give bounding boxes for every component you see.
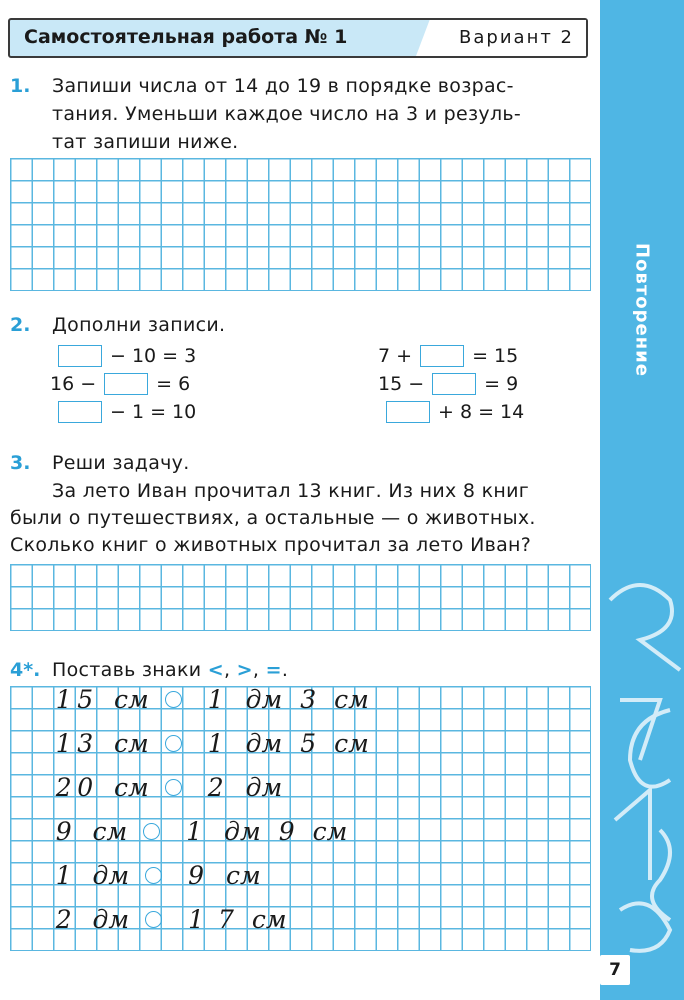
comparison-row-6: [53, 906, 287, 932]
side-tab-label: Повторение: [631, 243, 653, 377]
digit: 7: [217, 904, 234, 934]
blank-box[interactable]: [104, 373, 148, 395]
answer-grid-1[interactable]: [10, 158, 591, 291]
equation-after: = 15: [472, 345, 519, 367]
unit: дм: [224, 816, 261, 846]
equation-left-1: [50, 343, 196, 369]
task-1-line-3: тат запиши ниже.: [52, 131, 239, 153]
variant-label: Вариант 2: [459, 27, 574, 48]
equation-after: − 1 = 10: [110, 401, 197, 423]
unit: см: [114, 684, 149, 714]
equation-before: 16 −: [50, 373, 97, 395]
unit: дм: [245, 728, 283, 758]
comparison-row-3: [53, 774, 282, 800]
equation-right-2: [378, 371, 518, 397]
task-3-line-3: Сколько книг о животных прочитал за лето Иван?: [10, 534, 532, 556]
task-4-instruction: Поставь знаки: [52, 659, 202, 681]
equation-left-2: [50, 371, 190, 397]
task-1-line-1: Запиши числа от 14 до 19 в порядке возрас-: [52, 75, 514, 97]
task-4-number: 4*.: [10, 659, 41, 681]
digit: 5: [77, 684, 94, 714]
sign-circle[interactable]: [165, 779, 182, 796]
comparison-row-5: [53, 862, 261, 888]
digit: 1: [55, 860, 72, 890]
task-4-instruction-line: Поставь знаки <, >, =.: [52, 659, 289, 681]
sign-circle[interactable]: [145, 911, 162, 928]
task-2-instruction: Дополни записи.: [52, 314, 226, 336]
equation-after: = 9: [484, 373, 519, 395]
side-tab: [600, 0, 684, 1000]
digit: 9: [55, 816, 72, 846]
digit: 1: [186, 816, 203, 846]
unit: см: [114, 772, 149, 802]
comparison-row-4: [53, 818, 347, 844]
task-1-line-2: тания. Уменьши каждое число на 3 и резуль-: [52, 103, 522, 125]
comparison-row-2: [53, 730, 369, 756]
blank-box[interactable]: [58, 345, 102, 367]
digit: 1: [188, 904, 204, 934]
unit: см: [114, 728, 149, 758]
sign-greater: >: [236, 659, 253, 681]
comparison-row-1: [53, 686, 369, 712]
unit: дм: [245, 772, 283, 802]
digit: 0: [77, 772, 94, 802]
task-3-instruction: Реши задачу.: [52, 452, 190, 474]
sign-circle[interactable]: [165, 691, 182, 708]
task-3-number: 3.: [10, 452, 31, 474]
digit: 2: [207, 772, 224, 802]
task-3-line-2: были о путешествиях, а остальные — о животных.: [10, 507, 536, 529]
task-3-line-1: За лето Иван прочитал 13 книг. Из них 8 книг: [52, 480, 530, 502]
digit: 1: [55, 684, 72, 714]
unit: дм: [245, 684, 283, 714]
digit: 9: [278, 816, 295, 846]
unit: см: [225, 860, 261, 890]
task-1-number: 1.: [10, 75, 31, 97]
digit: 9: [188, 860, 204, 890]
equation-after: + 8 = 14: [438, 401, 525, 423]
unit: см: [312, 816, 348, 846]
page-title: Самостоятельная работа № 1: [24, 26, 348, 48]
equation-before: 7 +: [378, 345, 413, 367]
equation-right-3: [378, 399, 524, 425]
digit: 3: [300, 684, 317, 714]
sign-equal: =: [265, 659, 282, 681]
blank-box[interactable]: [386, 401, 430, 423]
unit: см: [334, 728, 369, 758]
blank-box[interactable]: [58, 401, 102, 423]
sign-circle[interactable]: [143, 823, 160, 840]
header-banner: [8, 18, 588, 58]
sign-circle[interactable]: [145, 867, 162, 884]
unit: см: [92, 816, 128, 846]
digit: 1: [207, 684, 224, 714]
equation-before: 15 −: [378, 373, 425, 395]
blank-box[interactable]: [432, 373, 476, 395]
digit: 3: [77, 728, 94, 758]
unit: см: [334, 684, 369, 714]
unit: дм: [92, 860, 130, 890]
decorative-numbers: [600, 560, 684, 960]
equation-right-1: [378, 343, 518, 369]
digit: 2: [55, 772, 72, 802]
answer-grid-3[interactable]: [10, 564, 591, 631]
blank-box[interactable]: [420, 345, 464, 367]
digit: 2: [55, 904, 72, 934]
task-2-number: 2.: [10, 314, 31, 336]
digit: 1: [55, 728, 72, 758]
unit: дм: [92, 904, 130, 934]
page-number: 7: [600, 955, 630, 985]
side-tab-label-wrap: [622, 210, 662, 410]
sign-less: <: [207, 659, 224, 681]
digit: 5: [300, 728, 317, 758]
equation-after: − 10 = 3: [110, 345, 197, 367]
sign-circle[interactable]: [165, 735, 182, 752]
digit: 1: [207, 728, 224, 758]
equation-after: = 6: [156, 373, 191, 395]
unit: см: [251, 904, 287, 934]
equation-left-3: [50, 399, 196, 425]
